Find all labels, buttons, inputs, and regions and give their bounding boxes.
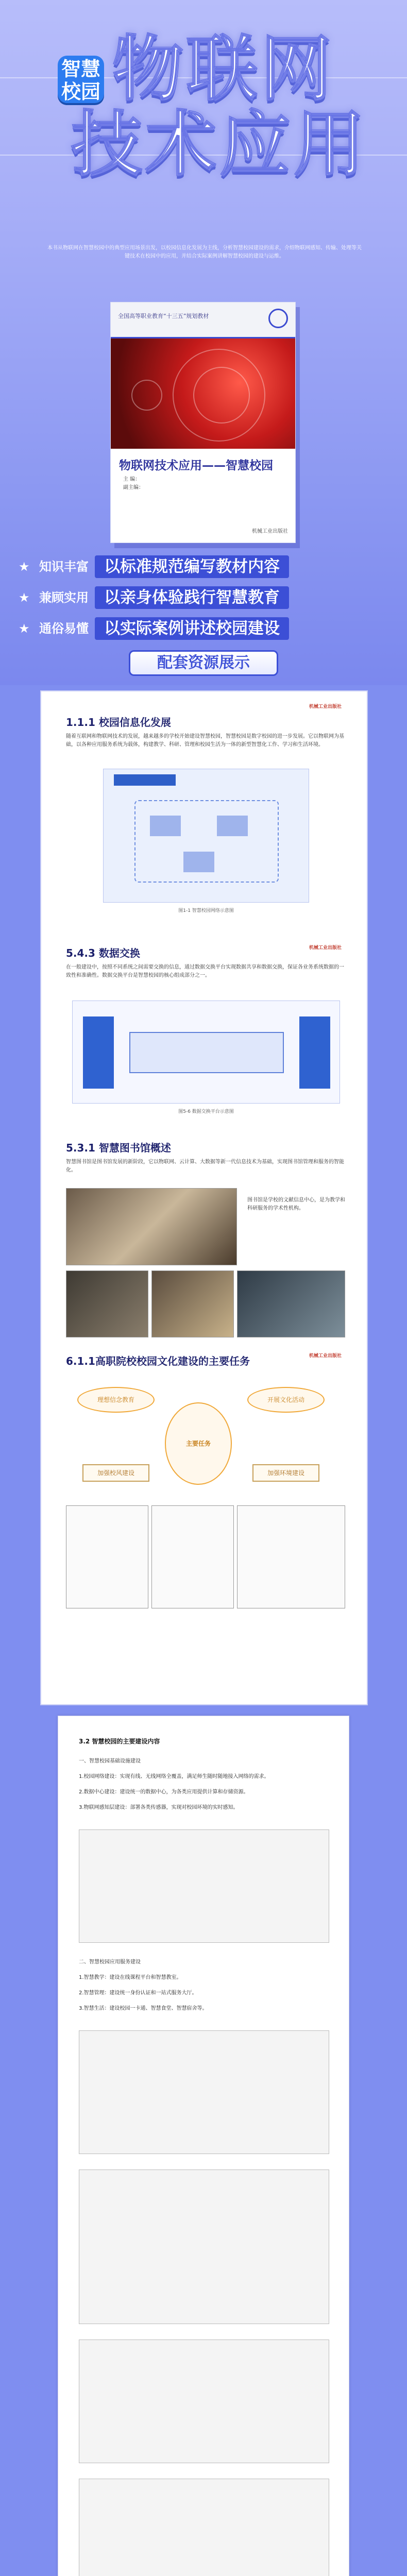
art-ring <box>193 367 250 423</box>
book-author <box>123 476 144 492</box>
content-line: 一、智慧校园基础设施建设 <box>79 1758 141 1764</box>
hero-title-line1: 物联网 <box>112 28 335 111</box>
feature-label: 通俗易懂 <box>39 621 89 636</box>
hero-intro-text: 本书从物联网在智慧校园中的典型应用场景出发，以校园信息化发展为主线，分析智慧校园建设的需求，介绍物联网感知、传输、处理等关键技术在校园中的应用，并结合实际案例讲解智慧校园的建设与运维。 <box>47 245 362 259</box>
feature-label: 兼顾实用 <box>39 590 89 605</box>
star-icon: ★ <box>19 560 30 574</box>
content-line: 1.校园网络建设：实现有线、无线网络全覆盖，满足师生随时随地接入网络的需求。 <box>79 1774 269 1780</box>
content-figure <box>79 1829 329 1943</box>
network-diagram <box>103 769 309 903</box>
feature-text: 以亲身体验践行智慧教育 <box>95 586 289 609</box>
excerpt-section-title: 5.4.3 数据交换 <box>66 947 140 959</box>
diagram-header-block <box>114 774 176 786</box>
content-line: 2.数据中心建设：建设统一的数据中心，为各类应用提供计算和存储资源。 <box>79 1789 249 1795</box>
feature-text: 以实际案例讲述校园建设 <box>95 617 289 640</box>
excerpt-section-title: 6.1.1高职院校校园文化建设的主要任务 <box>66 1355 250 1367</box>
page-thumbnail <box>66 1505 148 1608</box>
feature-item <box>19 555 328 578</box>
book-cover-header <box>111 302 295 338</box>
task-node: 理想信念教育 <box>77 1387 155 1413</box>
excerpt-paragraph: 智慧图书馆是图书馆发展的新阶段，它以物联网、云计算、大数据等新一代信息技术为基础，实现图书馆管理和服务的智能化。 <box>66 1159 344 1173</box>
page-thumbnail <box>237 1505 345 1608</box>
figure-caption: 图1-1 智慧校园网络示意图 <box>178 908 234 913</box>
book-title: 物联网技术应用——智慧校园 <box>119 459 273 472</box>
content-line: 2.智慧管理：建设统一身份认证和一站式服务大厅。 <box>79 1990 197 1996</box>
content-heading: 3.2 智慧校园的主要建设内容 <box>79 1738 160 1745</box>
book-author-line: 副主编： <box>123 485 144 490</box>
smart-campus-badge <box>58 56 104 103</box>
excerpt-side-text: 图书馆是学校的文献信息中心，是为教学和科研服务的学术性机构。 <box>247 1197 345 1211</box>
star-icon: ★ <box>19 590 30 605</box>
diagram-platform <box>129 1032 284 1073</box>
hero-banner <box>0 0 407 685</box>
feature-item <box>19 617 328 640</box>
excerpt-paragraph: 随着互联网和物联网技术的发展，越来越多的学校开始建设智慧校园，智慧校园是数字校园的进一步发展。它以物联网为基础，以各种应用服务系统为载体，构建教学、科研、管理和校园生活为一体的新型智慧化工作、学习和生活环境。 <box>66 734 344 748</box>
page-thumbnail <box>151 1505 234 1608</box>
content-figure <box>79 2340 329 2463</box>
content-figure <box>79 2030 329 2154</box>
feature-label: 知识丰富 <box>39 560 89 574</box>
library-photo <box>151 1270 234 1337</box>
badge-text: 智慧 校园 <box>61 58 100 103</box>
library-photo <box>66 1188 237 1265</box>
library-photo <box>237 1270 345 1337</box>
publisher-mark: 机械工业出版社 <box>309 1353 342 1359</box>
book-publisher: 机械工业出版社 <box>252 529 288 534</box>
task-node: 加强校风建设 <box>82 1464 149 1482</box>
diagram-node <box>183 852 214 872</box>
task-center-node: 主要任务 <box>165 1402 232 1485</box>
book-cover-art <box>111 338 295 449</box>
book-author-line: 主 编： <box>123 477 141 482</box>
excerpt-section-title: 5.3.1 智慧图书馆概述 <box>66 1142 171 1154</box>
task-node: 开展文化活动 <box>247 1387 325 1413</box>
excerpt-card <box>40 690 368 1705</box>
content-page <box>58 1716 349 2576</box>
diagram-node <box>150 816 181 836</box>
art-ring <box>131 380 162 411</box>
content-line: 二、智慧校园应用服务建设 <box>79 1959 141 1965</box>
figure-caption: 图5-6 数据交换平台示意图 <box>178 1109 234 1114</box>
content-figure <box>79 2170 329 2324</box>
feature-text: 以标准规范编写教材内容 <box>95 555 289 578</box>
excerpt-paragraph: 在一般建设中，按照不同系统之间需要交换的信息，通过数据交换平台实现数据共享和数据交换，保证各业务系统数据的一致性和准确性。数据交换平台是智慧校园的核心组成部分之一。 <box>66 964 344 978</box>
task-node: 加强环境建设 <box>252 1464 319 1482</box>
series-logo-icon <box>268 309 288 328</box>
hero-title-line2: 技术应用 <box>71 103 368 186</box>
excerpt-section-title: 1.1.1 校园信息化发展 <box>66 716 171 728</box>
content-figure <box>79 2479 329 2576</box>
diagram-block <box>83 1016 114 1089</box>
library-photo <box>66 1270 148 1337</box>
data-exchange-diagram <box>72 1001 340 1104</box>
content-line: 3.物联网感知层建设：部署各类传感器，实现对校园环境的实时感知。 <box>79 1805 239 1810</box>
content-line: 3.智慧生活：建设校园一卡通、智慧食堂、智慧宿舍等。 <box>79 2006 208 2011</box>
diagram-node <box>217 816 248 836</box>
feature-item <box>19 586 328 609</box>
publisher-mark: 机械工业出版社 <box>309 945 342 951</box>
book-cover <box>110 302 296 543</box>
star-icon: ★ <box>19 621 30 636</box>
content-line: 1.智慧教学：建设在线课程平台和智慧教室。 <box>79 1975 182 1980</box>
section-title-excerpt: 配套资源展示 <box>129 650 278 676</box>
publisher-mark: 机械工业出版社 <box>309 704 342 709</box>
book-series: 全国高等职业教育“十三五”规划教材 <box>118 313 209 319</box>
diagram-block <box>299 1016 330 1089</box>
